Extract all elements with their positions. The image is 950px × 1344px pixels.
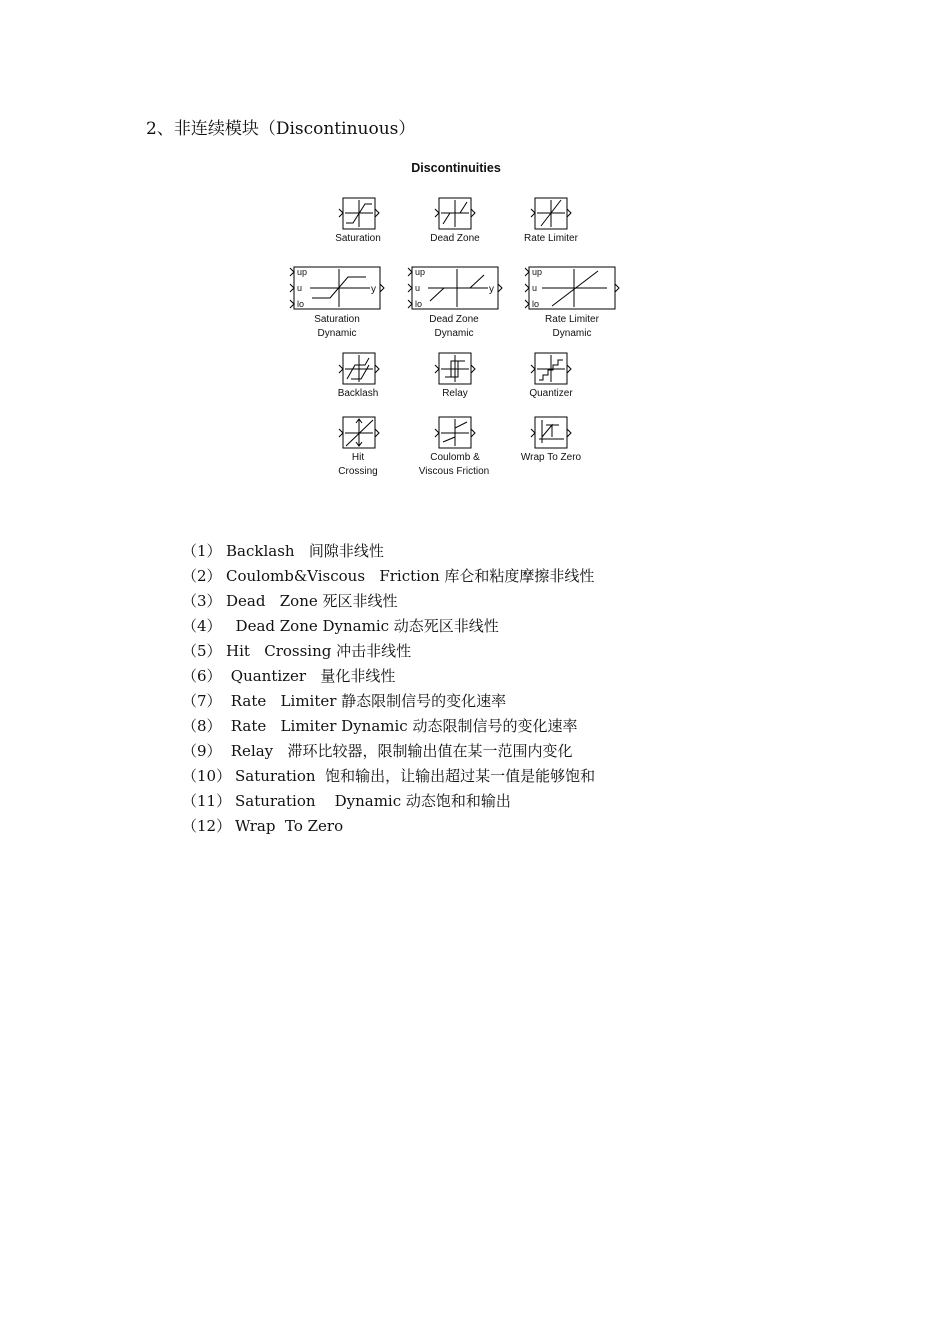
quantizer-block[interactable]	[529, 353, 573, 399]
port-label: lo	[532, 299, 540, 309]
block-label: Hit	[351, 452, 365, 463]
list-item	[182, 816, 595, 841]
item-number: （1）	[182, 542, 222, 560]
hit-crossing-block[interactable]	[338, 417, 379, 477]
item-text: Backlash 间隙非线性	[226, 542, 384, 560]
item-number: （4）	[182, 617, 222, 635]
block-label: Viscous Friction	[418, 466, 490, 477]
list-item	[182, 641, 595, 666]
relay-block[interactable]	[435, 353, 475, 399]
item-text: Dead Zone 死区非线性	[226, 592, 398, 610]
saturation-dynamic-block[interactable]	[290, 267, 384, 339]
port-label: u	[532, 283, 538, 293]
port-label: up	[297, 267, 308, 277]
block-label: Dead Zone	[430, 233, 480, 244]
item-text: Rate Limiter 静态限制信号的变化速率	[226, 692, 507, 710]
list-item	[182, 766, 595, 791]
list-item	[182, 716, 595, 741]
block-label: Saturation	[314, 314, 360, 325]
backlash-block[interactable]	[338, 353, 379, 399]
port-label: up	[532, 267, 543, 277]
wrap-to-zero-block[interactable]	[521, 417, 582, 463]
port-label: u	[297, 283, 303, 293]
library-title: Discontinuities	[411, 161, 501, 175]
list-item	[182, 566, 595, 591]
list-item	[182, 666, 595, 691]
rate-limiter-block[interactable]	[524, 198, 579, 244]
block-label: Dynamic	[434, 328, 474, 339]
item-text: Relay 滞环比较器，限制输出值在某一范围内变化	[226, 742, 573, 760]
block-label: Relay	[442, 388, 468, 399]
item-number: （12）	[182, 817, 232, 835]
item-number: （3）	[182, 592, 222, 610]
port-label: y	[371, 284, 376, 295]
block-description-list	[182, 541, 595, 841]
block-label: Dynamic	[317, 328, 357, 339]
coulomb-viscous-friction-block[interactable]	[419, 417, 489, 477]
block-label: Wrap To Zero	[520, 452, 582, 463]
block-label: Rate Limiter	[545, 314, 599, 325]
item-text: Wrap To Zero	[235, 817, 344, 835]
block-label: Dynamic	[552, 328, 592, 339]
port-label: u	[415, 283, 421, 293]
item-number: （6）	[182, 667, 222, 685]
item-number: （10）	[182, 767, 232, 785]
dead-zone-dynamic-block[interactable]	[408, 267, 502, 339]
item-number: （5）	[182, 642, 222, 660]
port-label: y	[489, 284, 494, 295]
block-label: Crossing	[338, 466, 378, 477]
port-label: up	[415, 267, 426, 277]
list-item	[182, 616, 595, 641]
item-number: （9）	[182, 742, 222, 760]
block-label: Dead Zone	[429, 314, 479, 325]
block-label: Quantizer	[529, 388, 573, 399]
block-label: Backlash	[337, 388, 379, 399]
rate-limiter-dynamic-block[interactable]	[525, 267, 619, 339]
list-item	[182, 591, 595, 616]
item-text: Hit Crossing 冲击非线性	[226, 642, 412, 660]
block-label: Coulomb &	[430, 452, 480, 463]
list-item	[182, 691, 595, 716]
list-item	[182, 541, 595, 566]
list-item	[182, 791, 595, 816]
section-heading: 2、非连续模块（Discontinuous）	[146, 119, 416, 139]
discontinuities-library-diagram	[280, 185, 630, 485]
item-number: （7）	[182, 692, 222, 710]
block-label: Rate Limiter	[524, 233, 578, 244]
port-label: lo	[415, 299, 423, 309]
item-text: Rate Limiter Dynamic 动态限制信号的变化速率	[226, 717, 578, 735]
item-text: Coulomb&Viscous Friction 库仑和粘度摩擦非线性	[226, 567, 595, 585]
item-text: Dead Zone Dynamic 动态死区非线性	[226, 617, 499, 635]
item-text: Saturation 饱和输出，让输出超过某一值是能够饱和	[235, 767, 596, 785]
item-text: Saturation Dynamic 动态饱和和输出	[235, 792, 511, 810]
item-number: （11）	[182, 792, 232, 810]
list-item	[182, 741, 595, 766]
item-text: Quantizer 量化非线性	[226, 667, 396, 685]
item-number: （8）	[182, 717, 222, 735]
dead-zone-block[interactable]	[430, 198, 480, 244]
block-label: Saturation	[335, 233, 381, 244]
port-label: lo	[297, 299, 305, 309]
item-number: （2）	[182, 567, 222, 585]
saturation-block[interactable]	[335, 198, 381, 244]
